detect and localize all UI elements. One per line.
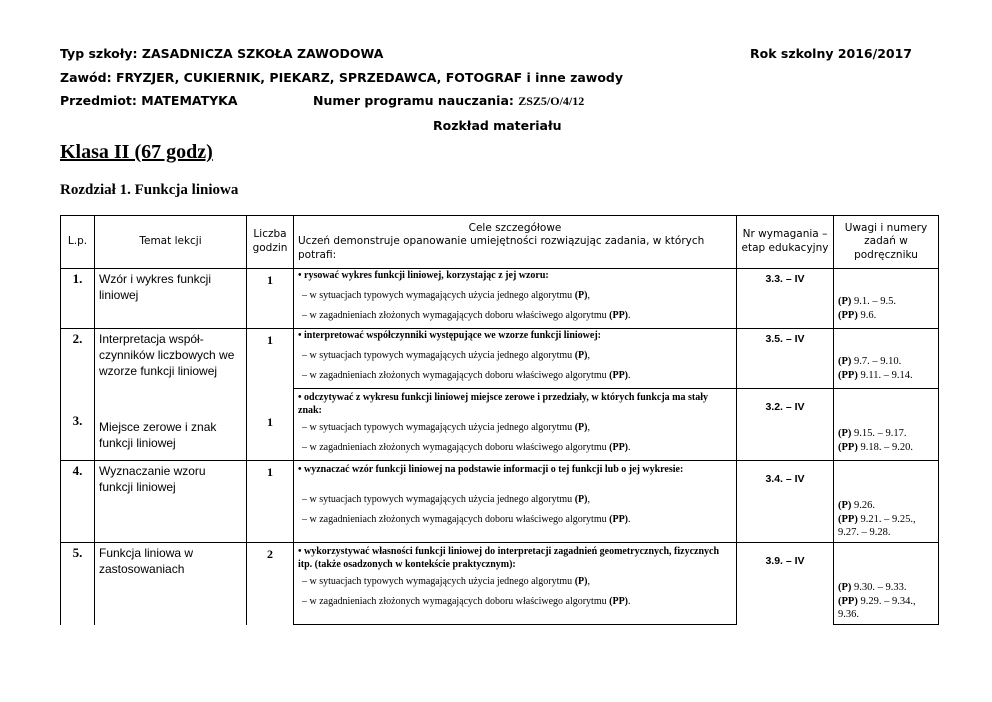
goal-text: • rysować wykres funkcji liniowej, korzystając z jej wzoru:	[294, 269, 737, 289]
school-type-value: ZASADNICZA SZKOŁA ZAWODOWA	[141, 46, 384, 61]
col-header-hours: Liczba godzin	[247, 216, 294, 269]
goal-sub-p: – w sytuacjach typowych wymagających użycia jednego algorytmu (P),	[294, 289, 737, 309]
col-header-topic: Temat lekcji	[95, 216, 247, 269]
goal-text: • odczytywać z wykresu funkcji liniowej miejsce zerowe i przedziały, w których funkcja ma stały znak:	[294, 389, 737, 421]
program-number-value: ZSZ5/O/4/12	[518, 94, 585, 108]
goals-title: Cele szczegółowe	[468, 221, 562, 234]
row-number: 2.	[61, 329, 95, 389]
subject-value: MATEMATYKA	[141, 93, 238, 108]
lesson-hours: 1	[247, 389, 294, 461]
notes-pp: (PP) 9.11. – 9.14.	[834, 369, 939, 389]
row-number: 3.	[61, 389, 95, 461]
col-header-goals	[294, 216, 737, 269]
table-row	[61, 389, 939, 421]
requirement-number: 3.4. – IV	[737, 461, 834, 543]
notes-p: (P) 9.15. – 9.17.	[834, 421, 939, 441]
school-type: Typ szkoły: ZASADNICZA SZKOŁA ZAWODOWA	[60, 46, 384, 61]
lesson-topic: Miejsce zerowe i znak funkcji liniowej	[95, 389, 247, 461]
curriculum-table	[60, 215, 939, 625]
goal-text: • wykorzystywać własności funkcji liniowej do interpretacji zagadnień geometrycznych, fizycznych itp. (także osadzonych w kontekście praktycznym):	[294, 543, 737, 575]
notes-p: (P) 9.1. – 9.5.	[834, 289, 939, 309]
profession-value: FRYZJER, CUKIERNIK, PIEKARZ, SPRZEDAWCA, FOTOGRAF i inne zawody	[115, 70, 624, 85]
school-year: Rok szkolny 2016/2017	[750, 46, 912, 61]
table-row	[61, 543, 939, 575]
school-year-value: 2016/2017	[837, 46, 912, 61]
row-number: 5.	[61, 543, 95, 625]
notes-p: (P) 9.30. – 9.33.	[834, 575, 939, 595]
lesson-hours: 1	[247, 329, 294, 389]
chapter-title: Rozdział 1. Funkcja liniowa	[60, 182, 239, 198]
lesson-topic: Wyznaczanie wzoru funkcji liniowej	[95, 461, 247, 543]
notes-pp: (PP) 9.29. – 9.34., 9.36.	[834, 595, 939, 625]
class-title: Klasa II (67 godz)	[60, 141, 213, 163]
notes-pp: (PP) 9.6.	[834, 309, 939, 329]
lesson-hours: 2	[247, 543, 294, 625]
notes-p: (P) 9.26.	[834, 493, 939, 513]
requirement-number: 3.5. – IV	[737, 329, 834, 389]
goal-sub-p: – w sytuacjach typowych wymagających użycia jednego algorytmu (P),	[294, 493, 737, 513]
lesson-topic: Funkcja liniowa w zastosowaniach	[95, 543, 247, 625]
requirement-number: 3.9. – IV	[737, 543, 834, 625]
lesson-topic: Interpretacja współ-czynników liczbowych we wzorze funkcji liniowej	[95, 329, 247, 389]
table-header-row	[61, 216, 939, 269]
col-header-lp: L.p.	[61, 216, 95, 269]
goal-sub-p: – w sytuacjach typowych wymagających użycia jednego algorytmu (P),	[294, 349, 737, 369]
row-number: 4.	[61, 461, 95, 543]
goal-sub-pp: – w zagadnieniach złożonych wymagających doboru właściwego algorytmu (PP).	[294, 309, 737, 329]
lesson-hours: 1	[247, 269, 294, 329]
lesson-topic: Wzór i wykres funkcji liniowej	[95, 269, 247, 329]
goal-sub-pp: – w zagadnieniach złożonych wymagających doboru właściwego algorytmu (PP).	[294, 513, 737, 543]
material-schedule-title: Rozkład materiału	[433, 118, 562, 133]
requirement-number: 3.2. – IV	[737, 389, 834, 461]
goal-text: • wyznaczać wzór funkcji liniowej na podstawie informacji o tej funkcji lub o jej wykresie:	[294, 461, 737, 493]
row-number: 1.	[61, 269, 95, 329]
notes-pp: (PP) 9.21. – 9.25., 9.27. – 9.28.	[834, 513, 939, 543]
lesson-hours: 1	[247, 461, 294, 543]
profession: Zawód: FRYZJER, CUKIERNIK, PIEKARZ, SPRZEDAWCA, FOTOGRAF i inne zawody	[60, 70, 624, 85]
requirement-number: 3.3. – IV	[737, 269, 834, 329]
goal-sub-pp: – w zagadnieniach złożonych wymagających doboru właściwego algorytmu (PP).	[294, 595, 737, 625]
goal-sub-p: – w sytuacjach typowych wymagających użycia jednego algorytmu (P),	[294, 575, 737, 595]
table-row	[61, 329, 939, 349]
program-number: Numer programu nauczania: ZSZ5/O/4/12	[313, 93, 585, 108]
table-row	[61, 269, 939, 289]
notes-p: (P) 9.7. – 9.10.	[834, 349, 939, 369]
goals-description: Uczeń demonstruje opanowanie umiejętności rozwiązując zadania, w których potrafi:	[298, 235, 705, 261]
goal-sub-p: – w sytuacjach typowych wymagających użycia jednego algorytmu (P),	[294, 421, 737, 441]
goal-text: • interpretować współczynniki występujące we wzorze funkcji liniowej:	[294, 329, 737, 349]
goal-sub-pp: – w zagadnieniach złożonych wymagających doboru właściwego algorytmu (PP).	[294, 441, 737, 461]
col-header-notes: Uwagi i numery zadań w podręczniku	[834, 216, 939, 269]
col-header-requirement: Nr wymagania – etap edukacyjny	[737, 216, 834, 269]
table-row	[61, 461, 939, 493]
goal-sub-pp: – w zagadnieniach złożonych wymagających doboru właściwego algorytmu (PP).	[294, 369, 737, 389]
notes-pp: (PP) 9.18. – 9.20.	[834, 441, 939, 461]
subject: Przedmiot: MATEMATYKA	[60, 93, 238, 108]
